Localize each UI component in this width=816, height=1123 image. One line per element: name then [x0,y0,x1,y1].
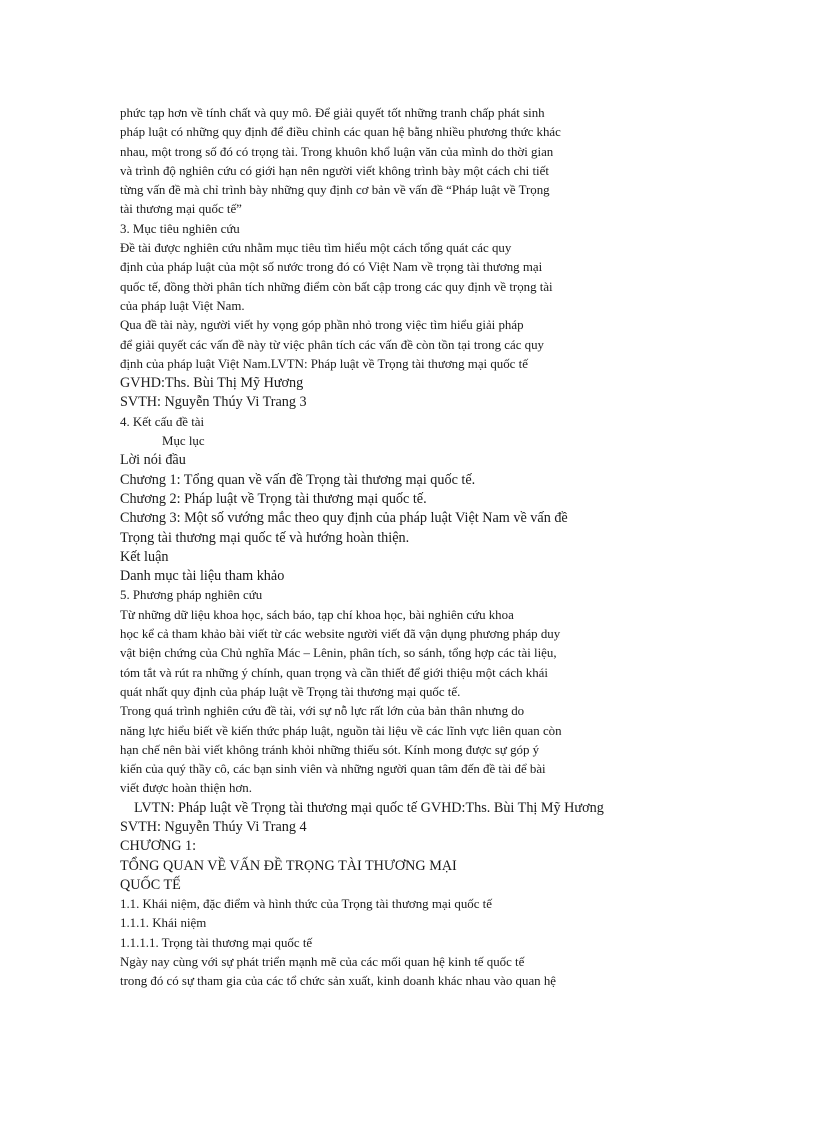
text-line: Lời nói đầu [120,452,186,469]
text-line: Trong quá trình nghiên cứu đề tài, với sự nỗ lực rất lớn của bản thân nhưng do [120,704,525,719]
text-line: năng lực hiểu biết về kiến thức pháp luật, nguồn tài liệu về các lĩnh vực liên quan còn [120,723,562,738]
text-line: SVTH: Nguyễn Thúy Vi Trang 3 [120,394,307,411]
text-line: 3. Mục tiêu nghiên cứu [120,221,240,236]
text-line: định của pháp luật Việt Nam.LVTN: Pháp luật về Trọng tài thương mại quốc tế [120,356,528,371]
text-line: Từ những dữ liệu khoa học, sách báo, tạp chí khoa học, bài nghiên cứu khoa [120,607,514,622]
text-line: học kể cả tham khảo bài viết từ các website người viết đã vận dụng phương pháp duy [120,627,561,642]
text-line: vật biện chứng của Chủ nghĩa Mác – Lênin, phân tích, so sánh, tổng hợp các tài liệu, [120,646,557,661]
text-line: để giải quyết các vấn đề này từ việc phân tích các vấn đề còn tồn tại trong các quy [120,337,544,352]
text-line: quốc tế, đồng thời phân tích những điểm còn bất cập trong các quy định về trọng tài [120,279,553,294]
text-line: 5. Phương pháp nghiên cứu [120,588,263,603]
text-line: phức tạp hơn về tính chất và quy mô. Để giải quyết tốt những tranh chấp phát sinh [120,106,545,120]
text-line: tài thương mại quốc tế” [120,202,242,217]
text-line: LVTN: Pháp luật về Trọng tài thương mại quốc tế GVHD:Ths. Bùi Thị Mỹ Hương [134,799,604,816]
text-line: Chương 2: Pháp luật về Trọng tài thương mại quốc tế. [120,490,427,507]
text-line: quát nhất quy định của pháp luật về Trọng tài thương mại quốc tế. [120,684,461,699]
text-line: Qua đề tài này, người viết hy vọng góp phần nhỏ trong việc tìm hiểu giải pháp [120,318,524,333]
text-line: 1.1. Khái niệm, đặc điểm và hình thức của Trọng tài thương mại quốc tế [120,897,492,912]
text-line: GVHD:Ths. Bùi Thị Mỹ Hương [120,375,304,392]
text-line: Mục lục [162,434,205,449]
text-line: CHƯƠNG 1: [120,838,197,855]
text-line: 4. Kết cấu đề tài [120,414,205,429]
text-line: TỔNG QUAN VỀ VẤN ĐỀ TRỌNG TÀI THƯƠNG MẠI [120,857,457,874]
text-line: 1.1.1.1. Trọng tài thương mại quốc tế [120,935,313,950]
text-line: Kết luận [120,548,169,565]
text-line: Chương 1: Tổng quan về vấn đề Trọng tài thương mại quốc tế. [120,471,476,488]
text-line: trong đó có sự tham gia của các tổ chức sản xuất, kinh doanh khác nhau vào quan hệ [120,974,557,989]
text-line: QUỐC TẾ [120,876,181,893]
text-line: Ngày nay cùng với sự phát triển mạnh mẽ của các mối quan hệ kinh tế quốc tế [120,955,525,970]
text-line: tóm tắt và rút ra những ý chính, quan trọng và cần thiết để giới thiệu một cách khái [120,665,548,680]
document-body [120,104,680,992]
text-line: Danh mục tài liệu tham khảo [120,568,285,585]
text-line: Đề tài được nghiên cứu nhằm mục tiêu tìm hiểu một cách tổng quát các quy [120,241,512,256]
text-line: và trình độ nghiên cứu có giới hạn nên người viết không trình bày một cách chi tiết [120,163,549,178]
text-line: SVTH: Nguyễn Thúy Vi Trang 4 [120,818,307,835]
text-line: Trọng tài thương mại quốc tế và hướng hoàn thiện. [120,529,410,546]
text-line: pháp luật có những quy định để điều chỉnh các quan hệ bằng nhiều phương thức khác [120,125,561,140]
text-line: viết được hoàn thiện hơn. [120,781,252,796]
text-line: kiến của quý thầy cô, các bạn sinh viên và những người quan tâm đến đề tài để bài [120,762,546,777]
text-line: nhau, một trong số đó có trọng tài. Trong khuôn khổ luận văn của mình do thời gian [120,144,554,159]
text-line: định của pháp luật của một số nước trong đó có Việt Nam về trọng tài thương mại [120,260,543,275]
text-line: 1.1.1. Khái niệm [120,916,207,931]
text-line: của pháp luật Việt Nam. [120,298,245,313]
text-line: hạn chế nên bài viết không tránh khỏi những thiếu sót. Kính mong được sự góp ý [120,742,540,757]
text-line: Chương 3: Một số vướng mắc theo quy định của pháp luật Việt Nam về vấn đề [120,510,568,527]
text-line: từng vấn đề mà chỉ trình bày những quy định cơ bản về vấn đề “Pháp luật về Trọng [120,183,550,198]
